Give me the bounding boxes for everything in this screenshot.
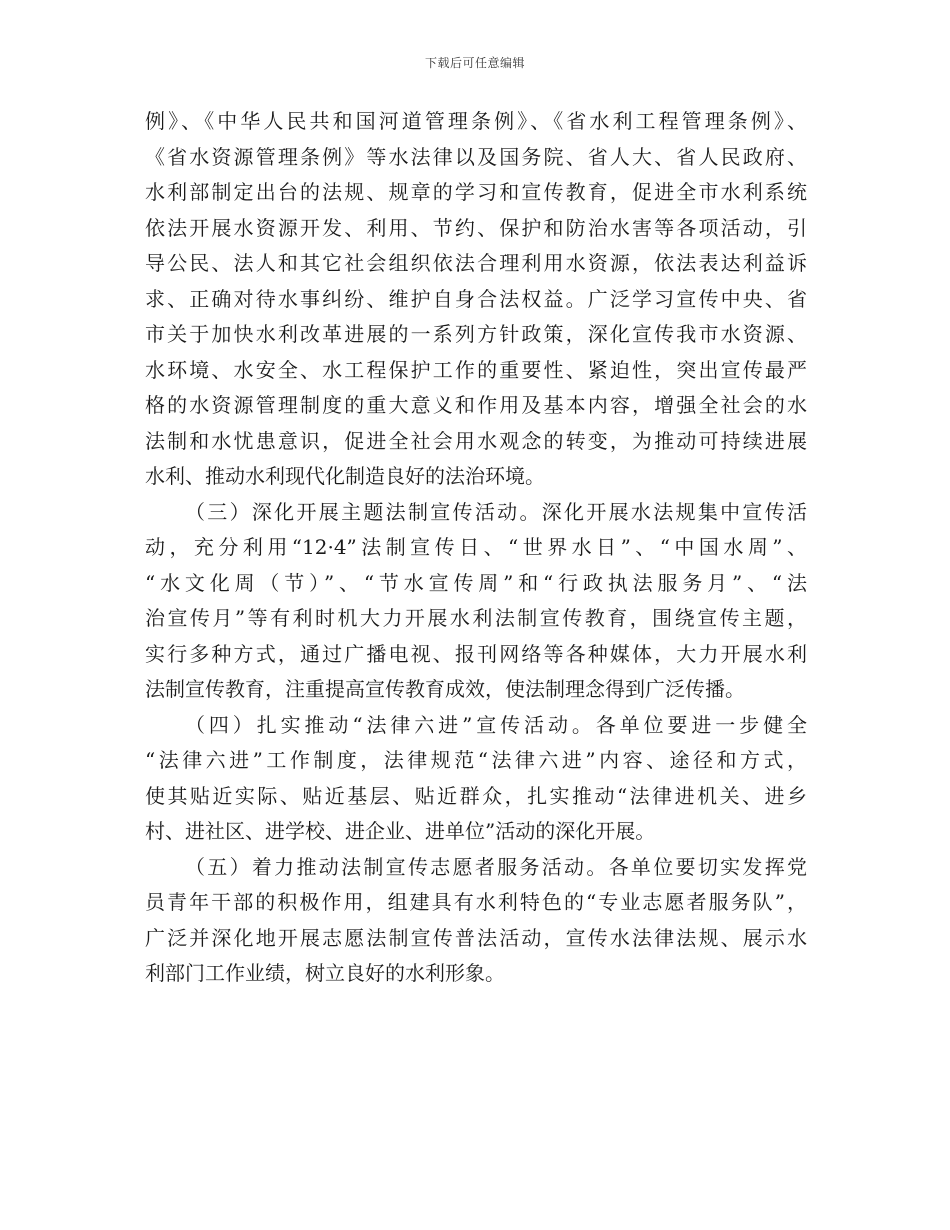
text-line: （四）扎实推动“法律六进”宣传活动。各单位要进一步健全 — [185, 712, 807, 737]
text-line: （五）着力推动法制宣传志愿者服务活动。各单位要切实发挥党 — [185, 854, 807, 879]
text-line: 例》、《中华人民共和国河道管理条例》、《省水利工程管理条例》、 — [145, 109, 807, 133]
paragraph-section-5 — [145, 850, 807, 992]
text-line: 水利部制定出台的法规、规章的学习和宣传教育，促进全市水利系统 — [145, 180, 807, 204]
text-line: 格的水资源管理制度的重大意义和作用及基本内容，增强全社会的水 — [145, 393, 807, 417]
text-line: 村、进社区、进学校、进企业、进单位”活动的深化开展。 — [145, 819, 656, 843]
text-line: 《省水资源管理条例》等水法律以及国务院、省人大、省人民政府、 — [145, 144, 807, 169]
text-line: （三）深化开展主题法制宣传活动。深化开展水法规集中宣传活 — [185, 499, 807, 524]
text-line: 依法开展水资源开发、利用、节约、保护和防治水害等各项活动，引 — [145, 215, 807, 240]
document-body — [145, 104, 807, 992]
text-line: “水文化周（节）”、“节水宣传周”和“行政执法服务月”、“法 — [145, 570, 807, 595]
text-line: 治宣传月”等有利时机大力开展水利法制宣传教育，围绕宣传主题， — [145, 606, 807, 630]
text-line: 利部门工作业绩，树立良好的水利形象。 — [145, 961, 505, 985]
text-line: 广泛并深化地开展志愿法制宣传普法活动，宣传水法律法规、展示水 — [145, 925, 807, 950]
text-line: 法制和水忧患意识，促进全社会用水观念的转变，为推动可持续进展 — [145, 428, 807, 453]
text-line: 求、正确对待水事纠纷、维护自身合法权益。广泛学习宣传中央、省 — [145, 286, 807, 311]
paragraph-section-3 — [145, 495, 807, 708]
text-line: 动，充分利用“12·4”法制宣传日、“世界水日”、“中国水周”、 — [145, 535, 807, 559]
text-line: 员青年干部的积极作用，组建具有水利特色的“专业志愿者服务队”， — [145, 890, 807, 914]
text-line: 法制宣传教育，注重提高宣传教育成效，使法制理念得到广泛传播。 — [145, 677, 745, 701]
text-line: 水利、推动水利现代化制造良好的法治环境。 — [145, 464, 545, 488]
paragraph-section-4 — [145, 708, 807, 850]
text-line: 使其贴近实际、贴近基层、贴近群众，扎实推动“法律进机关、进乡 — [145, 783, 807, 808]
text-line: 实行多种方式，通过广播电视、报刊网络等各种媒体，大力开展水利 — [145, 641, 807, 666]
text-line: “法律六进”工作制度，法律规范“法律六进”内容、途径和方式， — [145, 748, 807, 772]
page-header: 下载后可任意编辑 — [424, 56, 525, 70]
text-line: 市关于加快水利改革进展的一系列方针政策，深化宣传我市水资源、 — [145, 322, 807, 346]
text-line: 导公民、法人和其它社会组织依法合理利用水资源，依法表达利益诉 — [145, 251, 807, 275]
text-line: 水环境、水安全、水工程保护工作的重要性、紧迫性，突出宣传最严 — [145, 357, 807, 382]
paragraph-continuation — [145, 104, 807, 495]
